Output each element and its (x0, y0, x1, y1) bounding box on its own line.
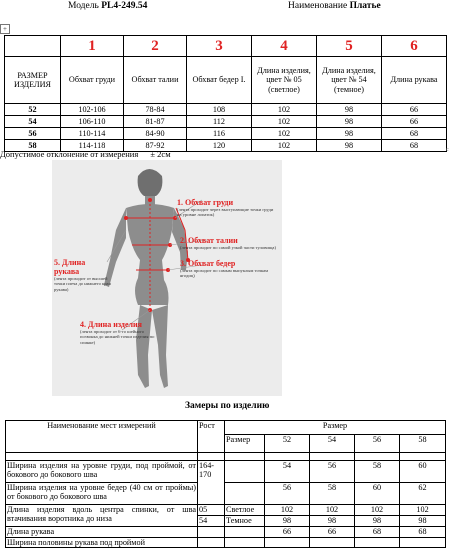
size-label: Размер (225, 435, 265, 453)
sub-cell (225, 527, 265, 538)
col-label: Обхват бедер I. (187, 57, 252, 104)
sub-cell (225, 538, 265, 548)
value-cell: 102 (252, 116, 317, 128)
sub-cell (225, 483, 265, 505)
value-cell: 66 (382, 104, 447, 116)
value-cell: 98 (317, 128, 382, 140)
col-label: Обхват талии (124, 57, 187, 104)
value-cell: 68 (400, 527, 446, 538)
value-cell: 58 (310, 483, 355, 505)
col-number: 1 (61, 36, 124, 57)
size-col: 58 (400, 435, 446, 453)
callout-chest: 1. Обхват груди (лента проходит через выступающие точки груди на уровне лопаток) (177, 198, 274, 218)
size-header: РАЗМЕР ИЗДЕЛИЯ (5, 57, 61, 104)
value-cell: 56 (310, 461, 355, 483)
col-label: Обхват груди (61, 57, 124, 104)
value-cell: 98 (310, 516, 355, 527)
size-cell: 58 (5, 140, 61, 152)
table-row (5, 116, 447, 128)
measure-name: Ширина изделия на уровне бедер (40 см от проймы) от бокового до бокового шва (6, 483, 198, 505)
value-cell: 102 (252, 104, 317, 116)
callout-hips: 3. Обхват бедер (лента проходит по самым выпуклым точкам ягодиц) (180, 259, 269, 279)
value-cell (355, 538, 400, 548)
value-cell: 84-90 (124, 128, 187, 140)
callout-waist: 2. Обхват талии (лента проходит по самой узкой части туловища) (180, 236, 276, 250)
value-cell: 102-106 (61, 104, 124, 116)
value-cell (400, 538, 446, 548)
table-row (6, 538, 446, 548)
value-cell: 66 (265, 527, 310, 538)
value-cell: 66 (382, 116, 447, 128)
callout-sleeve: 5. Длина рукава (лента проходит от высшей точки плеча до нижнего края рукава) (54, 258, 111, 292)
size-cell: 54 (5, 116, 61, 128)
value-cell: 98 (317, 116, 382, 128)
value-cell: 102 (265, 505, 310, 516)
size-cell: 52 (5, 104, 61, 116)
value-cell: 68 (382, 140, 447, 152)
value-cell: 98 (355, 516, 400, 527)
measures-head-name: Наименование мест измерений (6, 421, 198, 453)
value-cell: 62 (400, 483, 446, 505)
value-cell: 102 (252, 140, 317, 152)
value-cell: 98 (317, 140, 382, 152)
value-cell: 78-84 (124, 104, 187, 116)
value-cell: 102 (252, 128, 317, 140)
sub-cell: Светлое (225, 505, 265, 516)
col-number: 3 (187, 36, 252, 57)
value-cell: 110-114 (61, 128, 124, 140)
value-cell: 102 (310, 505, 355, 516)
value-cell: 98 (317, 104, 382, 116)
size-cell: 56 (5, 128, 61, 140)
value-cell: 106-110 (61, 116, 124, 128)
height-cell: 54 (198, 516, 225, 527)
measure-name: Ширина изделия на уровне груди, под проймой, от бокового до бокового шва (6, 461, 198, 483)
measurement-figure (52, 160, 282, 396)
height-cell (198, 527, 225, 538)
col-number: 2 (124, 36, 187, 57)
value-cell: 114-118 (61, 140, 124, 152)
value-cell: 98 (265, 516, 310, 527)
col-label: Длина изделия, цвет № 05 (светлое) (252, 57, 317, 104)
size-col: 54 (310, 435, 355, 453)
table-row (5, 104, 447, 116)
table-row (6, 483, 446, 505)
sub-cell (225, 461, 265, 483)
col-number: 4 (252, 36, 317, 57)
col-number: 6 (382, 36, 447, 57)
text-cursor-mark: c (446, 147, 449, 153)
size-col: 52 (265, 435, 310, 453)
value-cell: 98 (400, 516, 446, 527)
value-cell: 102 (400, 505, 446, 516)
value-cell: 81-87 (124, 116, 187, 128)
measure-name: Длина изделия вдоль центра спинки, от шва втачивания воротника до низа (6, 505, 198, 527)
value-cell: 108 (187, 104, 252, 116)
measures-table (5, 420, 446, 548)
size-chart-table (4, 35, 447, 152)
table-move-handle[interactable]: + (0, 24, 10, 34)
value-cell: 60 (400, 461, 446, 483)
table-row (5, 128, 447, 140)
value-cell: 102 (355, 505, 400, 516)
col-label: Длина изделия, цвет № 54 (темное) (317, 57, 382, 104)
value-cell: 66 (310, 527, 355, 538)
measure-name: Ширина половины рукава под проймой (6, 538, 198, 548)
height-cell (198, 538, 225, 548)
value-cell: 116 (187, 128, 252, 140)
value-cell: 68 (382, 128, 447, 140)
value-cell: 56 (265, 483, 310, 505)
measures-head-height: Рост (198, 421, 225, 453)
value-cell (265, 538, 310, 548)
value-cell: 120 (187, 140, 252, 152)
value-cell: 60 (355, 483, 400, 505)
value-cell (310, 538, 355, 548)
callout-length: 4. Длина изделия (лента проходит от 6-го шейного позвонка до нижней точки изделия по спинке) (80, 320, 155, 345)
model-heading: Модель PL4-249.54 (68, 1, 148, 11)
value-cell: 68 (355, 527, 400, 538)
size-col: 56 (355, 435, 400, 453)
measures-title: Замеры по изделию (185, 401, 270, 411)
value-cell: 87-92 (124, 140, 187, 152)
product-name-heading: Наименование Платье (288, 1, 381, 11)
col-number: 5 (317, 36, 382, 57)
tolerance-note: Допустимое отклонение от измерения ± 2см (0, 149, 171, 159)
height-cell: 164-170 (198, 461, 225, 505)
col-label: Длина рукава (382, 57, 447, 104)
table-row (6, 527, 446, 538)
height-cell: 05 (198, 505, 225, 516)
sub-cell: Темное (225, 516, 265, 527)
value-cell: 112 (187, 116, 252, 128)
value-cell: 54 (265, 461, 310, 483)
measure-name: Длина рукава (6, 527, 198, 538)
measures-head-size: Размер (225, 421, 446, 435)
value-cell: 58 (355, 461, 400, 483)
empty-corner (5, 36, 61, 57)
table-row (6, 461, 446, 483)
table-row (6, 505, 446, 516)
